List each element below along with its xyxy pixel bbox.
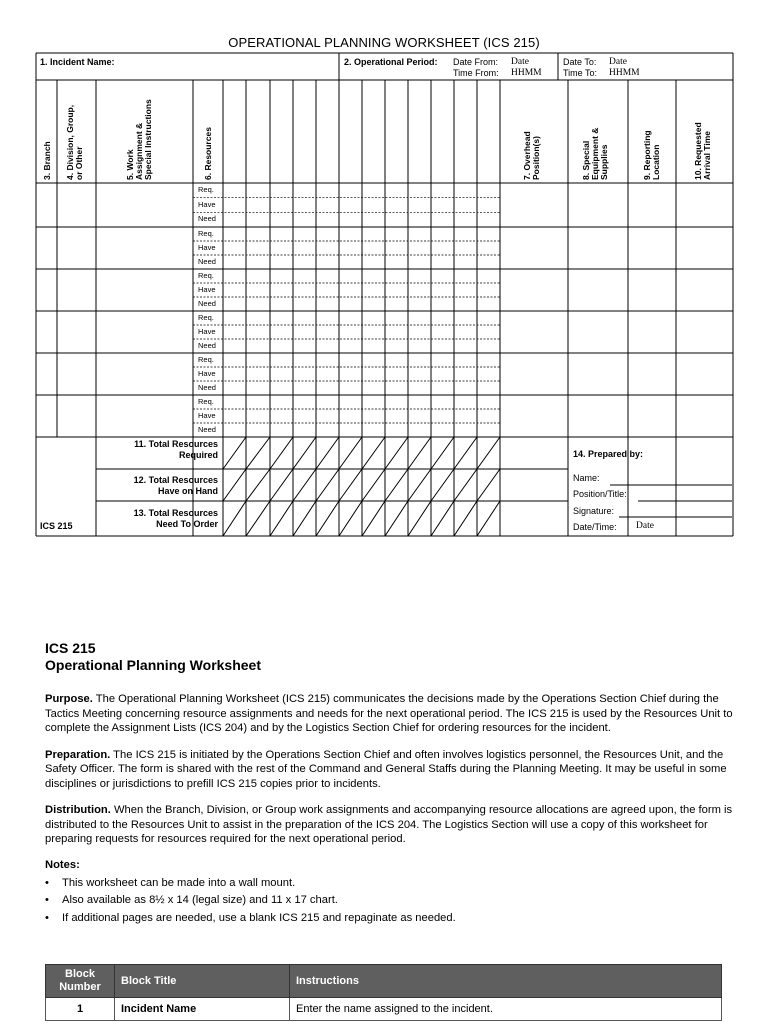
grid-line (385, 469, 408, 501)
row-need-label: Need (198, 383, 216, 392)
position-field[interactable] (638, 488, 732, 500)
grid-line (431, 437, 454, 469)
col-overhead-label: 7. Overhead Position(s) (522, 131, 541, 180)
row-have-label: Have (198, 285, 216, 294)
grid-line (385, 501, 408, 536)
purpose-text: The Operational Planning Worksheet (ICS 215) communicates the decisions made by the Operations Section Chief during the Tactics Meeting concerning resource assignments and needs for the next operational period. The ICS 215 is used by the Resources Unit to complete the Assignment Lists (ICS 204) and by the Logistics Section Chief for ordering resources for the incident. (45, 693, 733, 734)
block-title-cell: Incident Name (115, 998, 290, 1021)
instructions-subtitle: Operational Planning Worksheet (45, 657, 262, 673)
grid-line (408, 469, 431, 501)
grid-line (270, 501, 293, 536)
block-instructions-table (45, 964, 722, 1021)
row-need-label: Need (198, 341, 216, 350)
instructions-title: ICS 215 (45, 640, 96, 656)
time-to-label: Time To: (563, 68, 598, 78)
purpose-head: Purpose. (45, 693, 93, 705)
table-row (46, 998, 722, 1021)
preparation-head: Preparation. (45, 748, 111, 761)
grid-line (293, 469, 316, 501)
col-reporting-label: 9. Reporting Location (642, 130, 661, 180)
note-item: • This worksheet can be made into a wall mount. (45, 875, 735, 893)
instructions-cell: Enter the name assigned to the incident. (290, 998, 722, 1021)
datetime-value[interactable]: Date (636, 521, 654, 531)
date-from-label: Date From: (453, 57, 499, 67)
total-have-label: 12. Total Resources Have on Hand (133, 475, 218, 496)
position-label: Position/Title: (573, 489, 627, 499)
col-division-label: 4. Division, Group, or Other (65, 104, 84, 180)
col-resources-label: 6. Resources (203, 127, 213, 180)
grid-line (223, 469, 246, 501)
distribution-head: Distribution. (45, 804, 111, 816)
grid-line (316, 437, 339, 469)
total-required-label: 11. Total Resources Required (134, 439, 218, 460)
op-period-label: 2. Operational Period: (344, 57, 438, 67)
row-have-label: Have (198, 369, 216, 378)
row-req-label: Req. (198, 397, 214, 406)
grid-line (454, 437, 477, 469)
row-req-label: Req. (198, 355, 214, 364)
col-special-label: 8. Special Equipment & Supplies (581, 127, 609, 180)
row-have-label: Have (198, 243, 216, 252)
distribution-paragraph (45, 803, 735, 847)
row-need-label: Need (198, 257, 216, 266)
grid-line (270, 469, 293, 501)
row-req-label: Req. (198, 229, 214, 238)
grid-line (362, 437, 385, 469)
col-arrival-label: 10. Requested Arrival Time (693, 122, 712, 180)
signature-field[interactable] (619, 504, 732, 516)
grid-line (246, 437, 270, 469)
note-item: • Also available as 8½ x 14 (legal size) and 11 x 17 chart. (45, 892, 735, 910)
block-number-cell: 1 (46, 998, 115, 1021)
row-need-label: Need (198, 299, 216, 308)
grid-line (246, 469, 270, 501)
row-req-label: Req. (198, 271, 214, 280)
grid-line (431, 501, 454, 536)
grid-line (339, 437, 362, 469)
grid-line (293, 437, 316, 469)
incident-name-label: 1. Incident Name: (40, 57, 115, 67)
grid-line (454, 501, 477, 536)
grid-line (431, 469, 454, 501)
grid-line (477, 469, 500, 501)
signature-label: Signature: (573, 506, 615, 516)
preparation-paragraph (45, 748, 735, 792)
time-to-value[interactable]: HHMM (609, 68, 640, 78)
grid-line (270, 437, 293, 469)
notes-list (45, 875, 735, 928)
header-block-number: Block Number (46, 965, 115, 998)
notes-heading: Notes: (45, 858, 80, 871)
row-have-label: Have (198, 199, 216, 209)
row-need-label: Need (198, 425, 216, 434)
datetime-label: Date/Time: (573, 522, 617, 532)
date-to-label: Date To: (563, 57, 597, 67)
instructions-section (45, 640, 735, 927)
preparation-text: The ICS 215 is initiated by the Operations Section Chief and often involves logistics personnel, the Resources Unit, and the Safety Officer. The form is shared with the rest of the Command and General Staffs during the Planning Meeting. It may be useful in some disciplines or jurisdictions to prefill ICS 215 copies prior to incidents. (45, 748, 727, 790)
header-instructions: Instructions (290, 965, 722, 998)
grid-line (339, 469, 362, 501)
row-have-label: Have (198, 411, 216, 420)
row-req-label: Req. (198, 185, 214, 194)
grid-line (408, 437, 431, 469)
row-req-label: Req. (198, 313, 214, 322)
grid-line (362, 501, 385, 536)
grid-line (362, 469, 385, 501)
purpose-paragraph (45, 692, 735, 736)
prepared-by-label: 14. Prepared by: (573, 449, 644, 459)
grid-line (477, 501, 500, 536)
date-from-value[interactable]: Date (511, 57, 529, 67)
form-title: OPERATIONAL PLANNING WORKSHEET (ICS 215) (228, 35, 540, 50)
grid-line (408, 501, 431, 536)
grid-line (293, 501, 316, 536)
grid-line (477, 437, 500, 469)
name-field[interactable] (610, 472, 732, 484)
time-from-label: Time From: (453, 68, 499, 78)
name-label: Name: (573, 473, 600, 483)
grid-line (316, 469, 339, 501)
header-block-title: Block Title (115, 965, 290, 998)
distribution-text: When the Branch, Division, or Group work assignments and accompanying resource allocations are agreed upon, the form is distributed to the Resources Unit to assist in the preparation of the ICS 204. The Logistics Section will use a copy of this worksheet for preparing requests for resources required for the next operational period. (45, 804, 733, 845)
row-need-label: Need (198, 214, 216, 224)
grid-line (454, 469, 477, 501)
col-work-label: 5. Work Assignment & Special Instructions (125, 99, 153, 180)
grid-line (316, 501, 339, 536)
total-need-label: 13. Total Resources Need To Order (133, 508, 218, 529)
time-from-value[interactable]: HHMM (511, 68, 542, 78)
grid-line (223, 501, 246, 536)
incident-name-field[interactable] (128, 55, 336, 68)
grid-line (339, 501, 362, 536)
grid-line (385, 437, 408, 469)
col-branch-label: 3. Branch (42, 141, 52, 180)
footer-code: ICS 215 (40, 521, 73, 531)
note-item: • If additional pages are needed, use a blank ICS 215 and repaginate as needed. (45, 910, 735, 928)
date-to-value[interactable]: Date (609, 57, 627, 67)
row-have-label: Have (198, 327, 216, 336)
grid-line (223, 437, 246, 469)
grid-line (246, 501, 270, 536)
